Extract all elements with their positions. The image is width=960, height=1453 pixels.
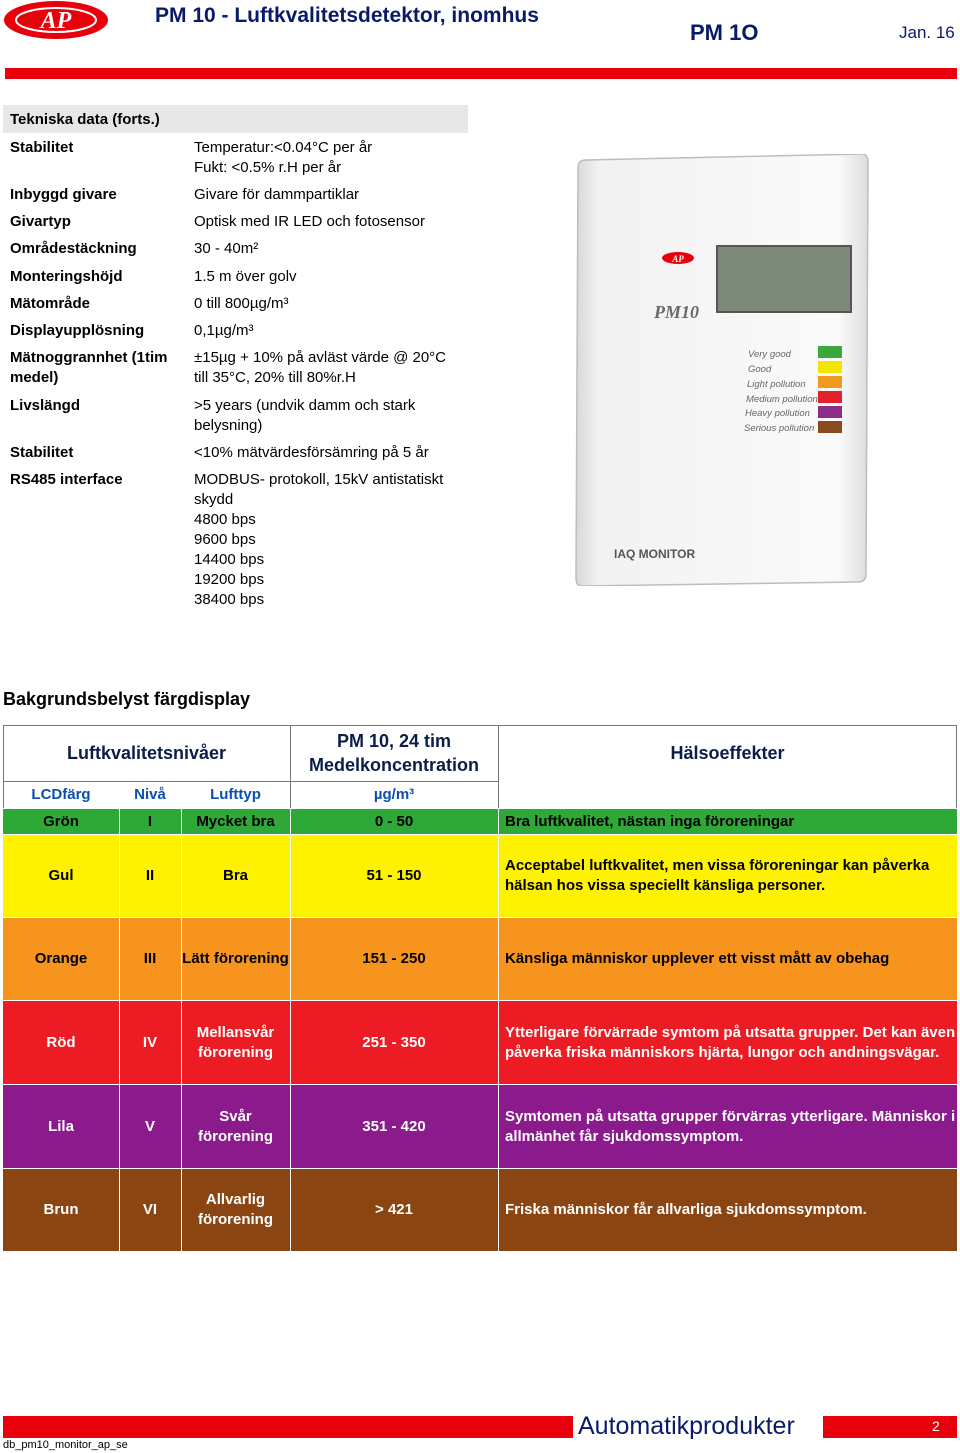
cell-color: Röd	[3, 1001, 120, 1084]
spec-label: Mätområde	[10, 295, 91, 312]
spec-label: Stabilitet	[10, 139, 74, 156]
section-title: Bakgrundsbelyst färgdisplay	[3, 689, 251, 709]
cell-effect: Friska människor får allvarliga sjukdomssymptom.	[498, 1169, 958, 1251]
spec-value	[194, 138, 474, 178]
legend-label: Medium pollution	[746, 394, 818, 405]
cell-level: I	[119, 809, 182, 834]
table-row	[3, 808, 957, 834]
spec-heading: Tekniska data (forts.)	[10, 111, 160, 128]
spec-value: 30 - 40m²	[194, 240, 259, 257]
table-row	[3, 917, 957, 1000]
device-model-text: PM10	[654, 302, 699, 322]
spec-value: 0 till 800µg/m³	[194, 295, 289, 312]
legend-label: Good	[748, 364, 772, 375]
cell-effect: Symtomen på utsatta grupper förvärras ytterligare. Människor i allmänhet får sjukdomssymptom.	[498, 1085, 958, 1168]
cell-range: > 421	[290, 1169, 499, 1251]
header-effects: Hälsoeffekter	[670, 743, 785, 763]
spec-value-line: 4800 bps	[194, 511, 256, 528]
spec-value-line: 14400 bps	[194, 551, 265, 568]
spec-label: Monteringshöjd	[10, 268, 123, 285]
legend-label: Very good	[748, 349, 791, 360]
cell-level: VI	[119, 1169, 182, 1251]
cell-range: 151 - 250	[290, 918, 499, 1000]
spec-label: Displayupplösning	[10, 322, 145, 339]
device-footer-text: IAQ MONITOR	[614, 547, 696, 561]
subheader-level: Nivå	[134, 786, 166, 803]
cell-airtype: Svår förorening	[181, 1085, 291, 1168]
subheader-color: LCDfärg	[31, 786, 91, 803]
cell-effect: Ytterligare förvärrade symtom på utsatta grupper. Det kan även påverka friska människors hjärta, lungor och andningsvägar.	[498, 1001, 958, 1084]
spec-label: Inbyggd givare	[10, 186, 117, 203]
table-divider	[498, 725, 499, 808]
cell-color: Orange	[3, 918, 120, 1000]
cell-level: III	[119, 918, 182, 1000]
cell-color: Brun	[3, 1169, 120, 1251]
table-row	[3, 834, 957, 917]
subheader-unit: µg/m³	[373, 786, 415, 803]
footer-brand: Automatikprodukter	[578, 1412, 795, 1440]
cell-range: 251 - 350	[290, 1001, 499, 1084]
spec-label: Livslängd	[10, 397, 81, 414]
cell-level: IV	[119, 1001, 182, 1084]
cell-airtype: Mellansvår förorening	[181, 1001, 291, 1084]
footer-bar-left	[3, 1416, 573, 1438]
document-date: Jan. 16	[899, 23, 955, 42]
company-logo	[3, 0, 109, 40]
header-levels: Luftkvalitetsnivåer	[66, 743, 227, 763]
cell-airtype: Bra	[181, 835, 291, 917]
header-concentration: PM 10, 24 tim Medelkoncentration	[308, 731, 480, 775]
spec-value: Givare för dammpartiklar	[194, 186, 360, 203]
legend-label: Serious pollution	[744, 423, 815, 434]
spec-label: Mätnoggrannhet (1tim medel)	[10, 349, 168, 386]
model-name: PM 1O	[690, 20, 759, 45]
spec-value: <10% mätvärdesförsämring på 5 år	[194, 444, 429, 461]
page-number: 2	[932, 1418, 940, 1434]
table-row	[3, 1000, 957, 1084]
spec-value-line: Fukt: <0.5% r.H per år	[194, 159, 342, 176]
spec-label: Områdestäckning	[10, 240, 137, 257]
spec-value: Optisk med IR LED och fotosensor	[194, 213, 425, 230]
legend-label: Heavy pollution	[745, 408, 810, 419]
subheader-airtype: Lufttyp	[210, 786, 261, 803]
spec-value: 1.5 m över golv	[194, 268, 297, 285]
header-divider	[5, 68, 957, 79]
cell-range: 351 - 420	[290, 1085, 499, 1168]
cell-airtype: Lätt förorening	[181, 918, 291, 1000]
cell-color: Lila	[3, 1085, 120, 1168]
spec-value: ±15µg + 10% på avläst värde @ 20°C till 35°C, 20% till 80%r.H	[194, 349, 446, 386]
document-title: PM 10 - Luftkvalitetsdetektor, inomhus	[155, 4, 539, 27]
spec-label: Givartyp	[10, 213, 71, 230]
logo-text: AP	[40, 8, 72, 34]
cell-color: Grön	[3, 809, 120, 834]
spec-heading-bar	[3, 105, 468, 133]
table-row	[3, 1168, 957, 1251]
device-image	[572, 154, 870, 586]
cell-effect: Acceptabel luftkvalitet, men vissa föroreningar kan påverka hälsan hos vissa speciellt känsliga personer.	[498, 835, 958, 917]
spec-value-line: 38400 bps	[194, 591, 265, 608]
cell-effect: Känsliga människor upplever ett visst mått av obehag	[498, 918, 958, 1000]
document-code: db_pm10_monitor_ap_se	[3, 1439, 128, 1451]
cell-level: II	[119, 835, 182, 917]
cell-range: 51 - 150	[290, 835, 499, 917]
spec-value-line: Temperatur:<0.04°C per år	[194, 139, 373, 156]
spec-value	[194, 470, 456, 610]
spec-value: >5 years (undvik damm och stark belysning)	[194, 397, 416, 434]
cell-airtype: Allvarlig förorening	[181, 1169, 291, 1251]
table-row	[3, 1084, 957, 1168]
spec-value-line: 19200 bps	[194, 571, 265, 588]
cell-color: Gul	[3, 835, 120, 917]
device-logo-text: AP	[672, 254, 684, 264]
spec-value-line: 9600 bps	[194, 531, 256, 548]
cell-airtype: Mycket bra	[181, 809, 291, 834]
spec-label: RS485 interface	[10, 471, 123, 488]
legend-label: Light pollution	[747, 379, 806, 390]
spec-value-line: MODBUS- protokoll, 15kV antistatiskt skydd	[194, 471, 444, 508]
device-lcd	[717, 246, 851, 312]
spec-label: Stabilitet	[10, 444, 74, 461]
cell-level: V	[119, 1085, 182, 1168]
cell-range: 0 - 50	[290, 809, 499, 834]
spec-value: 0,1µg/m³	[194, 322, 254, 339]
cell-effect: Bra luftkvalitet, nästan inga föroreningar	[498, 809, 958, 834]
